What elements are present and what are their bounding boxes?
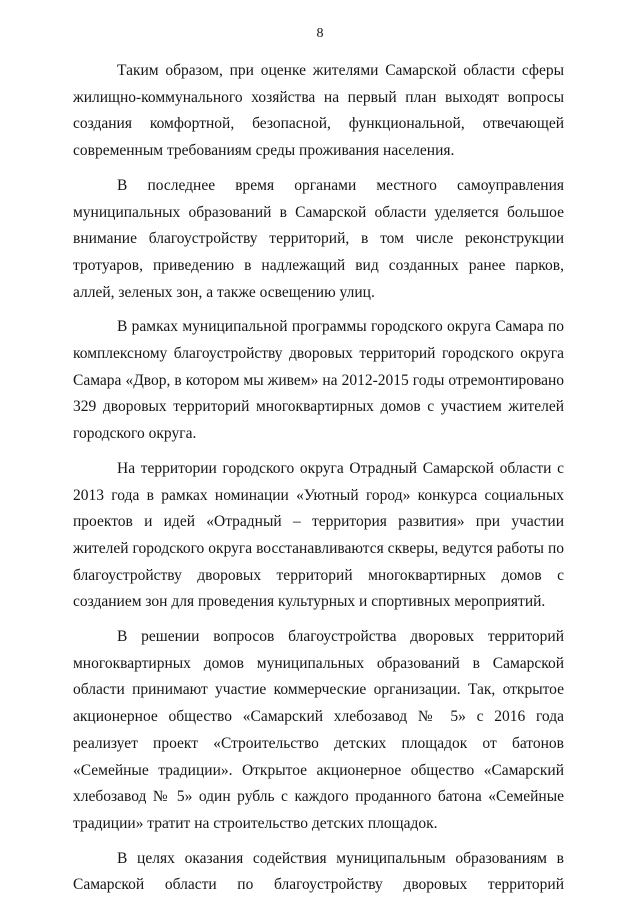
document-body — [73, 58, 564, 899]
paragraph-otradny-project: На территории городского округа Отрадный Самарской области с 2013 года в рамках номинации «Уютный город» конкурса социальных проектов и идей «Отрадный – территория развития» при участии жителей городского округа восстанавливаются скверы, ведутся работы по благоустройству дворовых территорий многоквартирных домов с созданием зон для проведения культурных и спортивных мероприятий. — [73, 459, 564, 611]
page-number: 8 — [316, 26, 324, 41]
paragraph-assistance-continued: В целях оказания содействия муниципальным образованиям в Самарской области по благоустройству дворовых территорий — [73, 849, 564, 894]
paragraph-municipal-improvement: В последнее время органами местного самоуправления муниципальных образований в Самарской области уделяется большое внимание благоустройству территорий, в том числе реконструкции тротуаров, приведению в надлежащий вид созданных ранее парков, аллей, зеленых зон, а также освещению улиц. — [73, 176, 564, 301]
paragraph-conclusion: Таким образом, при оценке жителями Самарской области сферы жилищно-коммунального хозяйства на первый план выходят вопросы создания комфортной, безопасной, функциональной, отвечающей современным требованиям среды проживания населения. — [73, 62, 564, 160]
paragraph-commercial-participation: В решении вопросов благоустройства дворовых территорий многоквартирных домов муниципальных образований в Самарской области принимают участие коммерческие организации. Так, открытое акционерное общество «Самарский хлебозавод № 5» с 2016 года реализует проект «Строительство детских площадок от батонов «Семейные традиции». Открытое акционерное общество «Самарский хлебозавод № 5» один рубль с каждого проданного батона «Семейные традиции» тратит на строительство детских площадок. — [73, 628, 564, 832]
paragraph-samara-program: В рамках муниципальной программы городского округа Самара по комплексному благоустройству дворовых территорий городского округа Самара «Двор, в котором мы живем» на 2012-2015 годы отремонтировано 329 дворовых территорий многоквартирных домов с участием жителей городского округа. — [73, 318, 564, 443]
